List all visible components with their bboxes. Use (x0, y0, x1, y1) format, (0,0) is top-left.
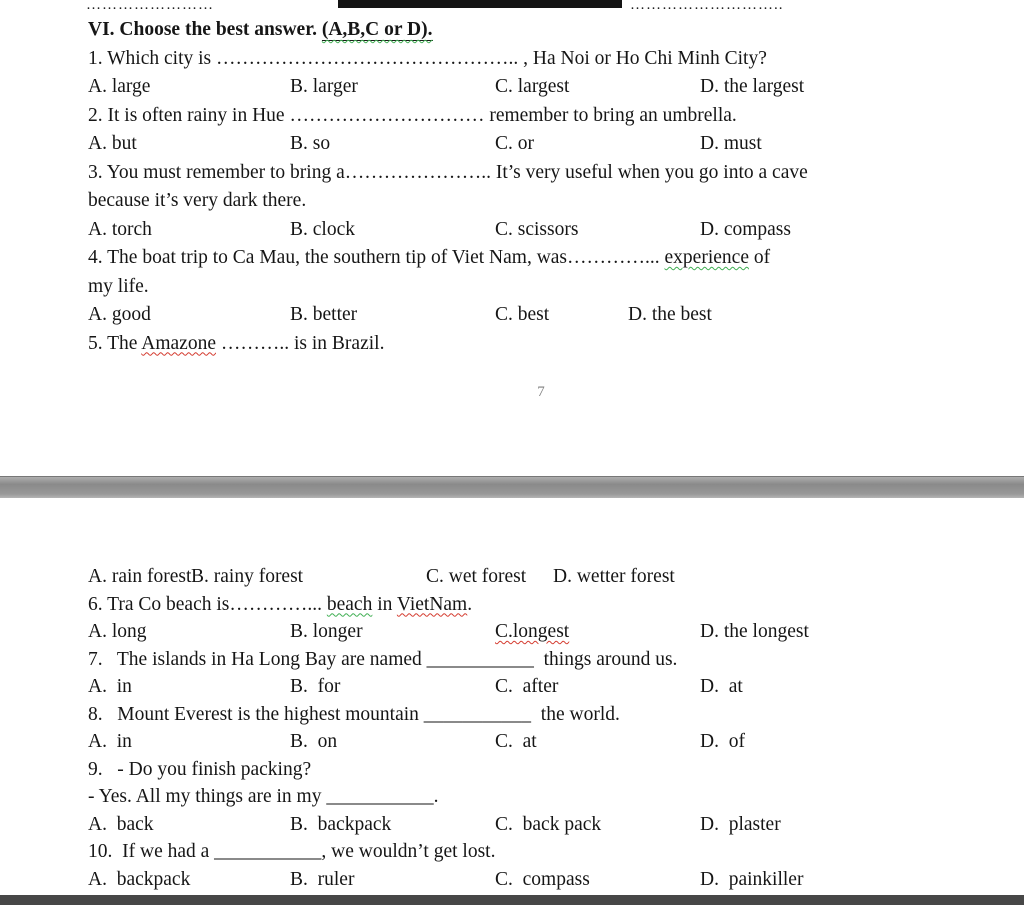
previous-page-fragment (0, 0, 1024, 16)
question-4-line2: my life. (88, 275, 149, 297)
question-2: 2. It is often rainy in Hue ………………………… remember to bring an umbrella. (88, 104, 737, 126)
page-separator-band (0, 476, 1024, 498)
options-row-7 (88, 673, 994, 701)
section-title-main: VI. Choose the best answer. (88, 19, 317, 40)
options-row-2 (88, 130, 994, 159)
option-b: B. clock (290, 218, 355, 240)
question-4-line1: 4. The boat trip to Ca Mau, the southern tip of Viet Nam, was…………... experience of (88, 247, 771, 268)
option-c: C.longest (495, 621, 570, 642)
option-a: A. good (88, 304, 151, 325)
option-b: B. larger (290, 76, 358, 97)
options-row-4 (88, 301, 994, 330)
option-a: A. torch (88, 218, 152, 240)
question-3-line2: because it’s very dark there. (88, 190, 307, 211)
option-d: D. of (700, 731, 745, 752)
document-page-1 (0, 16, 1024, 401)
question-6: 6. Tra Co beach is…………... beach in VietNam. (88, 593, 473, 615)
option-b: B. longer (290, 621, 363, 642)
option-c: C. at (495, 731, 537, 752)
option-a: A. but (88, 133, 137, 154)
options-row-8 (88, 728, 994, 756)
bottom-dark-bar (0, 895, 1024, 905)
black-bar (338, 0, 622, 8)
grammar-flag-word: beach (326, 593, 373, 615)
question-9-line2: - Yes. All my things are in my ___________. (88, 786, 439, 807)
option-d: D. painkiller (700, 868, 804, 890)
question-5: 5. The Amazone ……….. is in Brazil. (88, 332, 385, 354)
option-c: C. wet forest (426, 566, 527, 587)
option-b: B. rainy forest (191, 566, 304, 587)
option-b: B. on (290, 731, 338, 752)
grammar-flag-word: experience (664, 247, 749, 268)
spellcheck-flag-word: VietNam (396, 593, 468, 615)
option-a: A. in (88, 731, 132, 752)
option-c: C. compass (495, 868, 590, 890)
option-d: D. at (700, 676, 743, 697)
options-row-6 (88, 618, 994, 646)
question-1: 1. Which city is ……………………………………….. , Ha Noi or Ho Chi Minh City? (88, 47, 767, 69)
options-row-3 (88, 216, 994, 245)
option-c: C. best (495, 304, 550, 325)
option-c: C. largest (495, 76, 570, 97)
options-row-5 (88, 563, 994, 591)
option-d: D. plaster (700, 813, 781, 835)
option-a: A. in (88, 676, 132, 697)
option-b: B. backpack (290, 813, 392, 835)
section-title-underlined: (A,B,C or D). (321, 19, 433, 40)
option-b: B. better (290, 304, 358, 325)
options-row-9 (88, 811, 994, 839)
question-10: 10. If we had a ___________, we wouldn’t get lost. (88, 841, 496, 862)
option-d: D. the longest (700, 621, 809, 642)
option-b: B. so (290, 133, 331, 154)
option-c: C. scissors (495, 218, 579, 240)
option-d: D. the largest (700, 76, 805, 97)
option-a: A. rain forest (88, 566, 192, 587)
option-a: A. large (88, 76, 151, 97)
option-a: A. long (88, 621, 147, 642)
option-b: B. for (290, 676, 341, 697)
question-7: 7. The islands in Ha Long Bay are named ___________ things around us. (88, 648, 678, 670)
option-b: B. ruler (290, 868, 355, 890)
question-8: 8. Mount Everest is the highest mountain ___________ the world. (88, 703, 620, 725)
options-row-10 (88, 866, 994, 894)
option-d: D. must (700, 133, 762, 154)
option-a: A. back (88, 813, 154, 835)
option-d: D. compass (700, 218, 791, 240)
option-c: C. back pack (495, 813, 602, 835)
page-number: 7 (537, 384, 545, 400)
option-d: D. wetter forest (553, 566, 675, 587)
option-c: C. after (495, 676, 559, 697)
question-3-line1: 3. You must remember to bring a………………….. It’s very useful when you go into a cave (88, 161, 808, 183)
question-9-line1: 9. - Do you finish packing? (88, 758, 312, 780)
document-page-2 (0, 563, 1024, 893)
dotted-line-left: …………………… (86, 0, 214, 13)
dotted-line-right: ……………………….. (630, 0, 784, 13)
spellcheck-flag-word: Amazone (141, 332, 216, 354)
option-c: C. or (495, 133, 534, 154)
option-d: D. the best (628, 304, 712, 325)
options-row-1 (88, 73, 994, 102)
section-title (88, 16, 994, 45)
option-a: A. backpack (88, 868, 191, 890)
